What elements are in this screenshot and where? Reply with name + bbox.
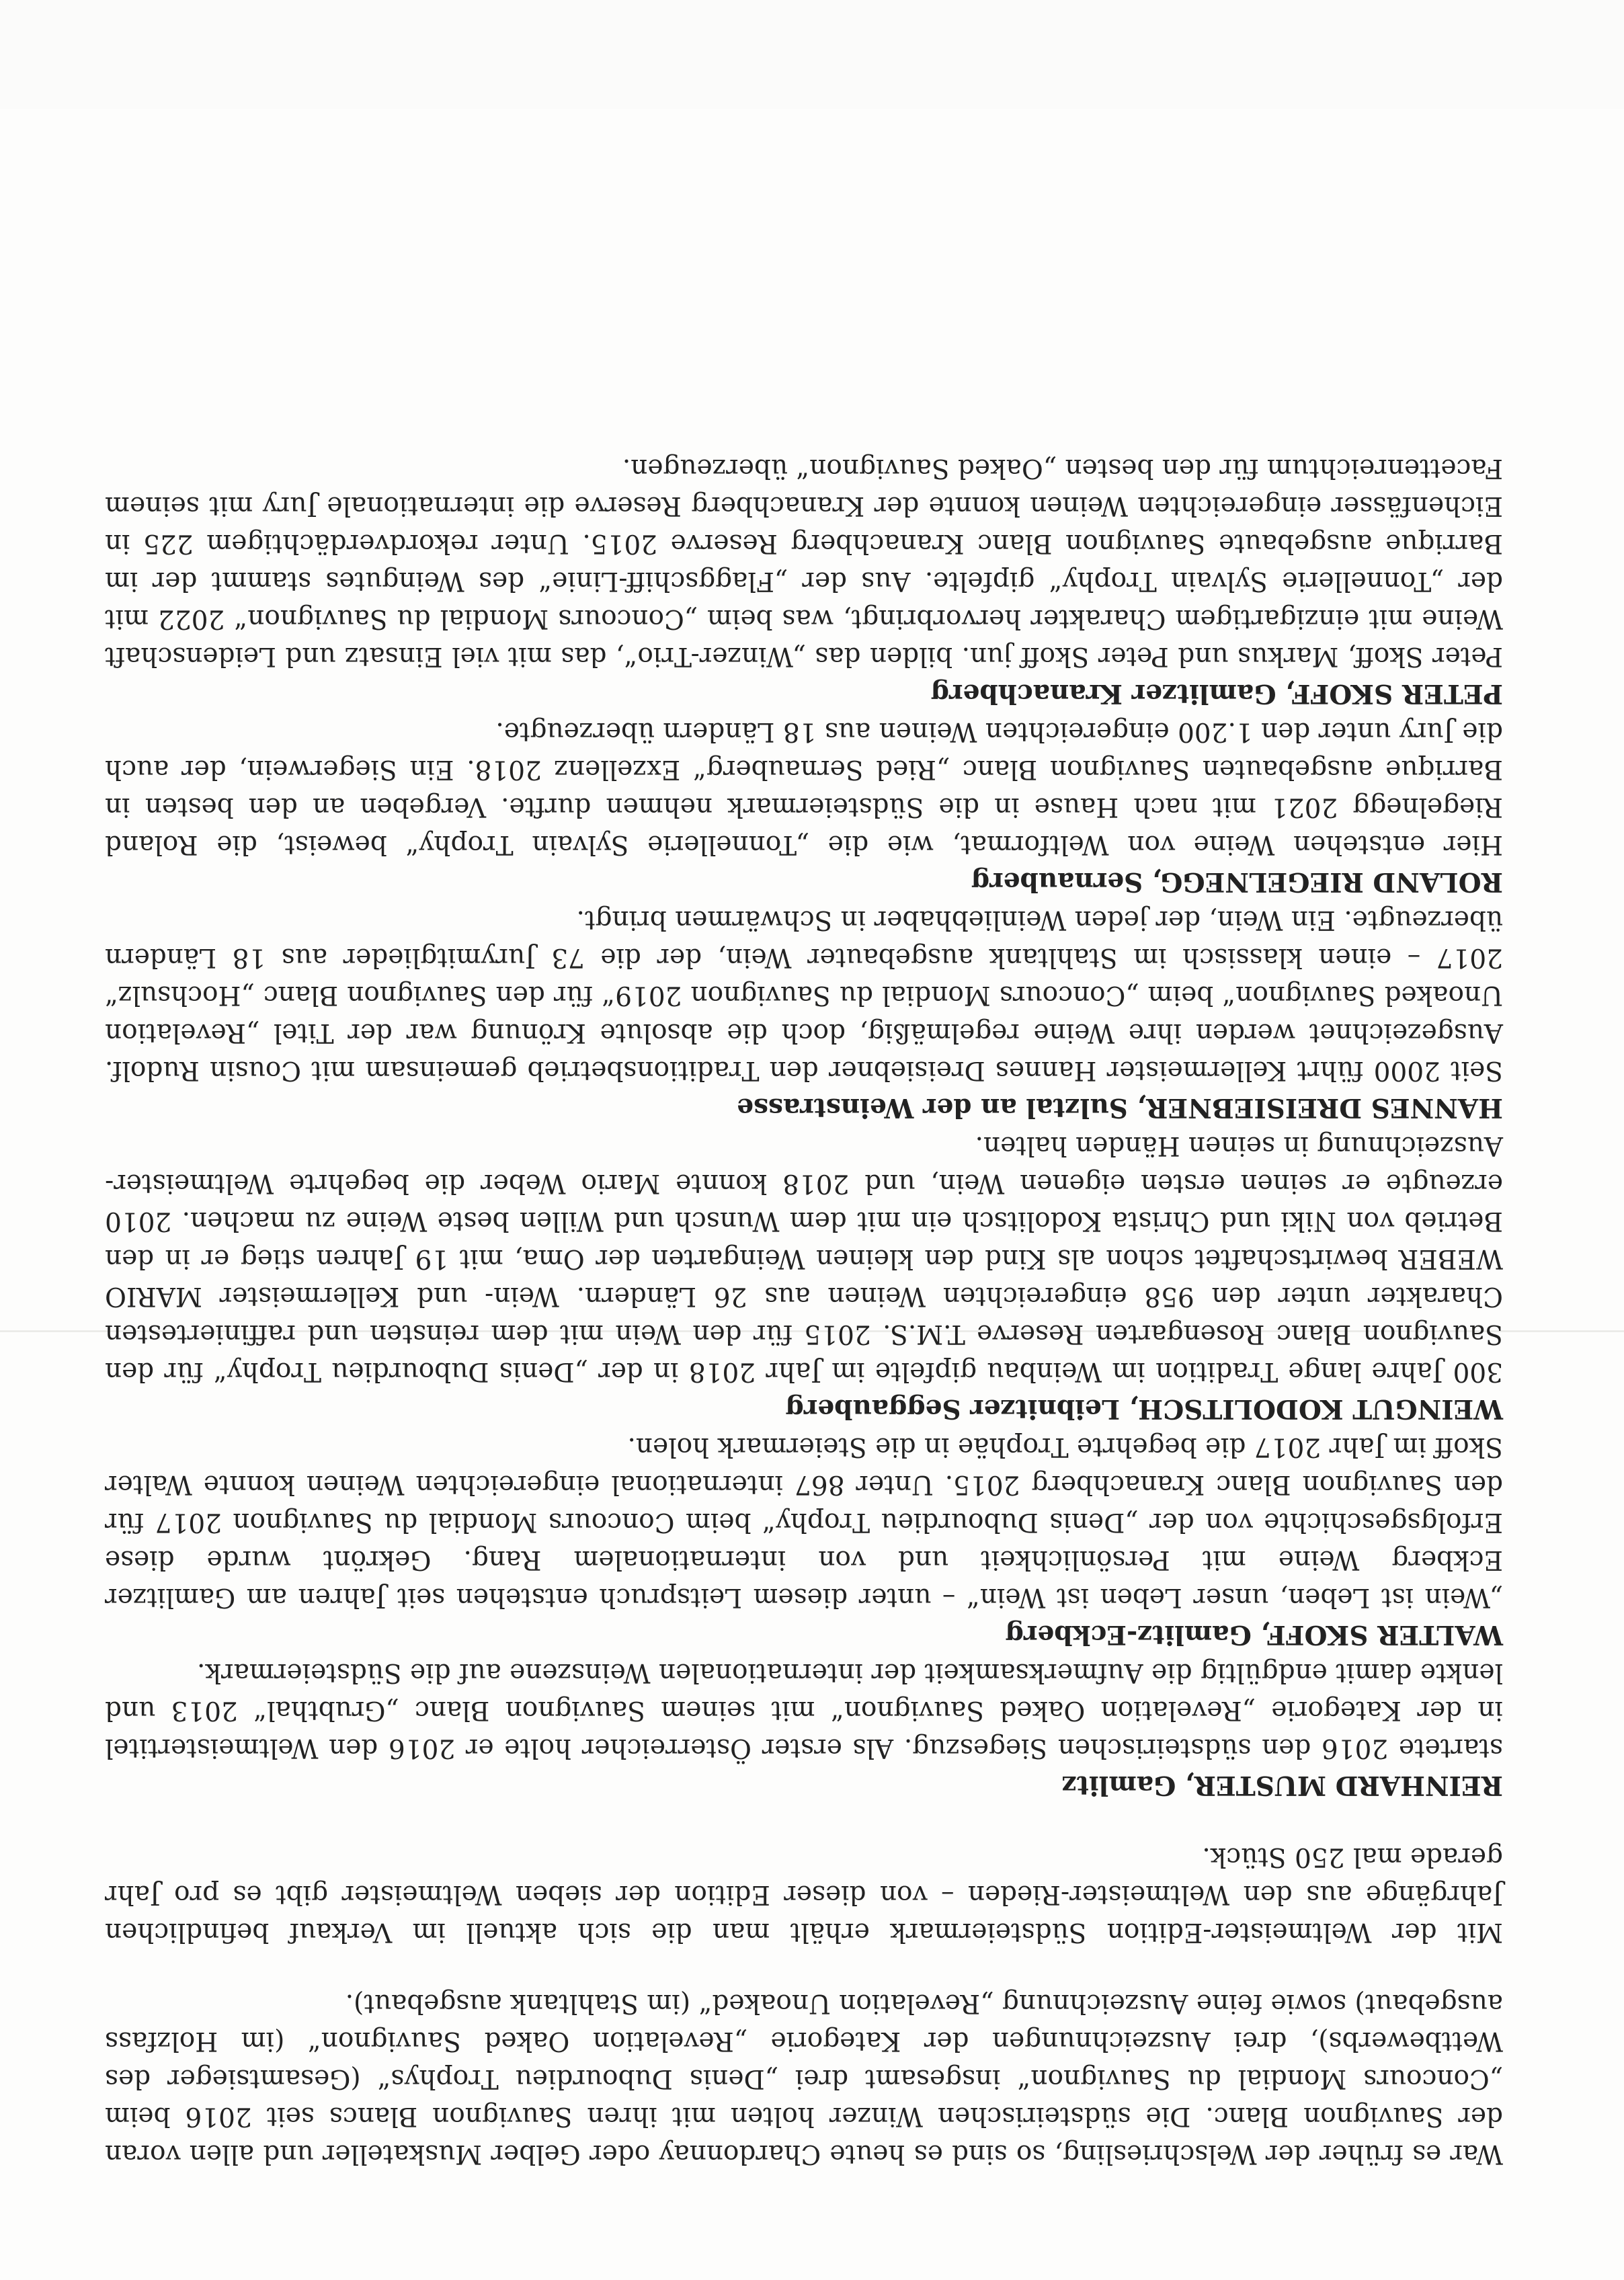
page-bottom-margin: [0, 0, 1624, 109]
winemaker-section: [105, 1654, 1503, 1804]
section-heading: HANNES DREISIEBNER, Sulztal an der Weinstrasse: [737, 1092, 1503, 1123]
winemaker-section: [105, 901, 1503, 1127]
document-body: [105, 449, 1503, 2172]
section-heading: WALTER SKOFF, Gamlitz-Eckberg: [1005, 1619, 1503, 1650]
edition-paragraph: Mit der Weltmeister-Edition Südsteiermark erhält man die sich aktuell im Verkauf befindlichen Jahrgänge aus den Weltmeister-Rieden – von dieser Edition der sieben Weltmeister gibt es pro Jahr gerade mal 250 Stück.: [105, 1842, 1503, 1947]
section-heading: ROLAND RIEGELNEGG, Sernauberg: [971, 866, 1503, 897]
winemaker-section: [105, 449, 1503, 712]
section-heading: WEINGUT KODOLITSCH, Leibnitzer Seggauberg: [785, 1393, 1503, 1424]
intro-paragraph: War es früher der Welschriesling, so sind es heute Chardonnay oder Gelber Muskateller und allen voran der Sauvignon Blanc. Die südsteirischen Winzer holten mit ihren Sauvignon Blancs seit 2016 beim „Concours Mondial du Sauvignon“ insgesamt drei „Denis Dubourdieu Trophys“ (Gesamtsieger des Wettbewerbs), drei Auszeichnungen der Kategorie „Revelation Oaked Sauvignon“ (im Holzfass ausgebaut) sowie feine Auszeichnung „Revelation Unoaked“ (im Stahltank ausgebaut).: [105, 1988, 1503, 2169]
section-text: Seit 2000 führt Kellermeister Hannes Dreisiebner den Traditionsbetrieb gemeinsam mit Cousin Rudolf. Ausgezeichnet werden ihre Weine regelmäßig, doch die absolute Krönung war der Titel „Revelation Unoaked Sauvignon“ beim „Concours Mondial du Sauvignon 2019“ für den Sauvignon Blanc „Hochsulz“ 2017 – einen klassisch im Stahltank ausgebauter Wein, der die 73 Jurymitglieder aus 18 Ländern überzeugte. Ein Wein, der jeden Weinliebhaber in Schwärmen bringt.: [105, 905, 1503, 1086]
section-text: „Wein ist Leben, unser Leben ist Wein“ – unter diesem Leitspruch entstehen seit Jahren am Gamlitzer Eckberg Weine mit Persönlichkeit und von internationalem Rang. Gekrönt wurde diese Erfolgsgeschichte von der „Denis Dubourdieu Trophy“ beim Concours Mondial du Sauvignon 2017 für den Sauvignon Blanc Kranachberg 2015. Unter 867 international eingereichten Weinen konnte Walter Skoff im Jahr 2017 die begehrte Trophäe in die Steiermark holen.: [105, 1432, 1503, 1613]
winemaker-section: [105, 1127, 1503, 1428]
winemaker-section: [105, 712, 1503, 901]
section-text: 300 Jahre lange Tradition im Weinbau gipfelte im Jahr 2018 in der „Denis Dubourdieu Trophy“ für den Sauvignon Blanc Rosengarten Reserve T.M.S. 2015 für den Wein mit dem reinsten und raffiniertesten Charakter unter den 958 eingereichten Weinen aus 26 Ländern. Wein- und Kellermeister MARIO WEBER bewirtschaftet schon als Kind den kleinen Weingarten der Oma, mit 19 Jahren stieg er in den Betrieb von Niki und Christa Kodolitsch ein mit dem Wunsch und Willen beste Weine zu machen. 2010 erzeugte er seinen ersten eigenen Wein, und 2018 konnte Mario Weber die begehrte Weltmeister-Auszeichnung in seinen Händen halten.: [105, 1131, 1503, 1387]
section-heading: REINHARD MUSTER, Gamlitz: [1061, 1770, 1503, 1801]
section-text: startete 2016 den südsteirischen Siegeszug. Als erster Österreicher holte er 2016 den Weltmeistertitel in der Kategorie „Revelation Oaked Sauvignon“ mit seinem Sauvignon Blanc „Grubthal“ 2013 und lenkte damit endgültig die Aufmerksamkeit der internationalen Weinszene auf die Südsteiermark.: [105, 1658, 1503, 1763]
section-text: Peter Skoff, Markus und Peter Skoff jun. bilden das „Winzer-Trio“, das mit viel Einsatz und Leidenschaft Weine mit einzigartigem Charakter hervorbringt, was beim „Concours Mondial du Sauvignon“ 2022 mit der „Tonnellerie Sylvain Trophy“ gipfelte. Aus der „Flaggschiff-Linie“ des Weingutes stammt der im Barrique ausgebaute Sauvignon Blanc Kranachberg Reserve 2015. Unter rekordverdächtigem 225 in Eichenfässer eingereichten Weinen konnte der Kranachberg Reserve die internationale Jury mit seinem Facettenreichtum für den besten „Oaked Sauvignon“ überzeugen.: [105, 453, 1503, 671]
section-text: Hier entstehen Weine von Weltformat, wie die „Tonnellerie Sylvain Trophy“ beweist, die Roland Riegelnegg 2021 mit nach Hause in die Südsteiermark nehmen durfte. Vergeben an den besten in Barrique ausgebauten Sauvignon Blanc „Ried Sernauberg“ Exzellenz 2018. Ein Siegerwein, der auch die Jury unter den 1.200 eingereichten Weinen aus 18 Ländern überzeugte.: [105, 717, 1503, 860]
section-heading: PETER SKOFF, Gamlitzer Kranachberg: [930, 678, 1503, 709]
winemaker-section: [105, 1428, 1503, 1654]
